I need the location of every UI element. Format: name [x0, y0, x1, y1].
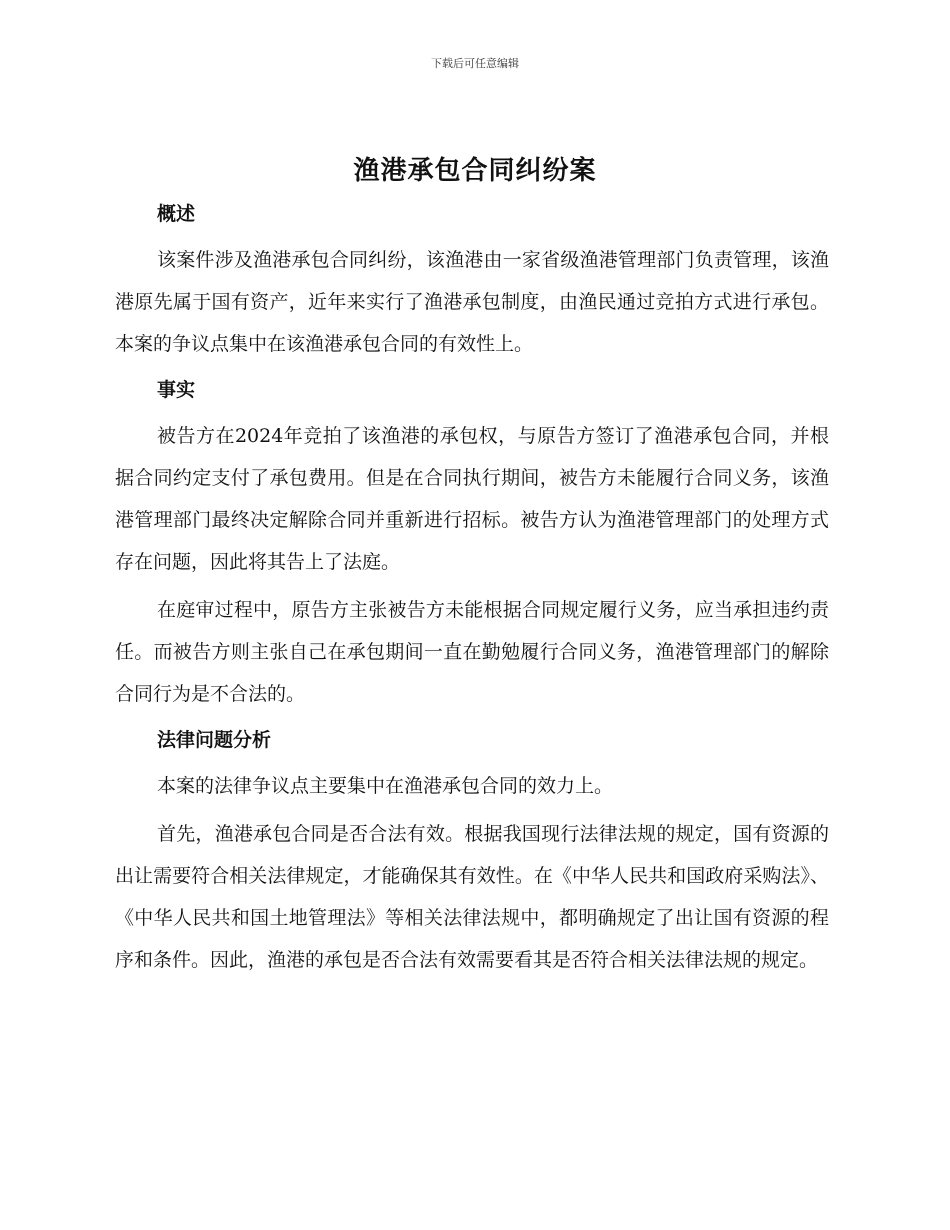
paragraph: 首先，渔港承包合同是否合法有效。根据我国现行法律法规的规定，国有资源的出让需要符合相关法律规定，才能确保其有效性。在《中华人民共和国政府采购法》、《中华人民共和国土地管理法》等相关法律法规中，都明确规定了出让国有资源的程序和条件。因此，渔港的承包是否合法有效需要看其是否符合相关法律法规的规定。	[115, 823, 829, 971]
section-overview	[115, 195, 829, 365]
section-heading-facts: 事实	[157, 379, 196, 401]
document-title: 渔港承包合同纠纷案	[353, 156, 597, 186]
section-legal-analysis	[115, 721, 829, 981]
paragraph: 在庭审过程中，原告方主张被告方未能根据合同规定履行义务，应当承担违约责任。而被告方则主张自己在承包期间一直在勤勉履行合同义务，渔港管理部门的解除合同行为是不合法的。	[115, 599, 829, 705]
document-body	[115, 195, 829, 987]
page-header-note: 下载后可任意编辑	[431, 57, 519, 70]
section-heading-legal-analysis: 法律问题分析	[157, 729, 272, 751]
paragraph: 该案件涉及渔港承包合同纠纷，该渔港由一家省级渔港管理部门负责管理，该渔港原先属于国有资产，近年来实行了渔港承包制度，由渔民通过竞拍方式进行承包。本案的争议点集中在该渔港承包合同的有效性上。	[115, 249, 829, 355]
section-facts	[115, 371, 829, 715]
paragraph: 本案的法律争议点主要集中在渔港承包合同的效力上。	[157, 775, 614, 797]
section-heading-overview: 概述	[157, 203, 196, 225]
paragraph: 被告方在2024年竞拍了该渔港的承包权，与原告方签订了渔港承包合同，并根据合同约定支付了承包费用。但是在合同执行期间，被告方未能履行合同义务，该渔港管理部门最终决定解除合同并重新进行招标。被告方认为渔港管理部门的处理方式存在问题，因此将其告上了法庭。	[115, 425, 829, 573]
